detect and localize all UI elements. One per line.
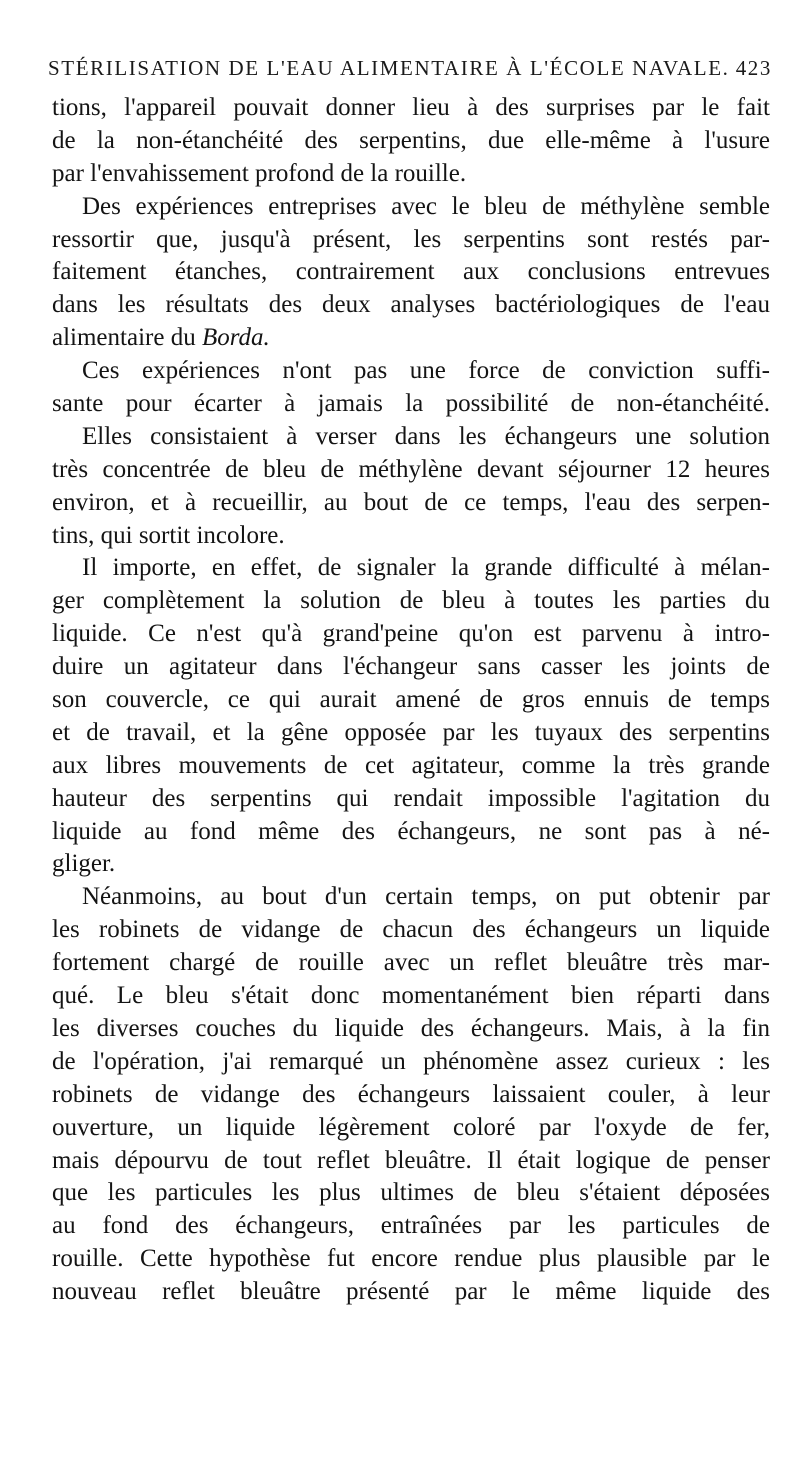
text-line: duire un agitateur dans l'échangeur sans casser les joints de — [52, 653, 770, 681]
text-line: ger complètement la solution de bleu à toutes les parties du — [52, 587, 770, 615]
page-number: 423 — [735, 56, 772, 80]
text-line: les robinets de vidange de chacun des échangeurs un liquide — [52, 916, 770, 944]
text-line: rouille. Cette hypothèse fut encore rendue plus plausible par le — [52, 1245, 770, 1273]
text-line: Néanmoins, au bout d'un certain temps, on put obtenir par — [82, 883, 770, 911]
body-text — [52, 92, 770, 1309]
ship-name: Borda. — [201, 324, 270, 352]
text-line: gliger. — [52, 850, 116, 878]
text-line: Il importe, en effet, de signaler la grande difficulté à mélan- — [82, 554, 770, 582]
text-line: les diverses couches du liquide des échangeurs. Mais, à la fin — [52, 1014, 770, 1042]
text-line: environ, et à recueillir, au bout de ce temps, l'eau des serpen- — [52, 488, 770, 516]
text-line: Elles consistaient à verser dans les échangeurs une solution — [82, 422, 770, 450]
text-line: Des expériences entreprises avec le bleu de méthylène semble — [82, 192, 770, 220]
text-line: très concentrée de bleu de méthylène devant séjourner 12 heures — [52, 455, 770, 483]
text-line: au fond des échangeurs, entraînées par les particules de — [52, 1212, 770, 1240]
text-line: tins, qui sortit incolore. — [52, 521, 285, 549]
text-line: de l'opération, j'ai remarqué un phénomène assez curieux : les — [52, 1047, 770, 1075]
text-line: que les particules les plus ultimes de bleu s'étaient déposées — [52, 1179, 770, 1207]
text-line: robinets de vidange des échangeurs laissaient couler, à leur — [52, 1080, 770, 1108]
running-head — [48, 56, 772, 81]
text-line: ressortir que, jusqu'à présent, les serpentins sont restés par- — [52, 225, 770, 253]
text-line: et de travail, et la gêne opposée par les tuyaux des serpentins — [52, 718, 770, 746]
text-line: Ces expériences n'ont pas une force de conviction suffi- — [82, 357, 770, 385]
text-line: liquide. Ce n'est qu'à grand'peine qu'on est parvenu à intro- — [52, 620, 770, 648]
text-line: de la non-étanchéité des serpentins, due elle-même à l'usure — [52, 126, 770, 154]
text-line: alimentaire du Borda. — [52, 324, 270, 352]
text-line: tions, l'appareil pouvait donner lieu à des surprises par le fait — [52, 94, 770, 121]
text-line: mais dépourvu de tout reflet bleuâtre. Il était logique de penser — [52, 1146, 770, 1174]
running-head-title: STÉRILISATION DE L'EAU ALIMENTAIRE À L'ÉCOLE NAVALE. — [48, 56, 730, 80]
text-line: qué. Le bleu s'était donc momentanément bien réparti dans — [52, 982, 770, 1010]
text-line: nouveau reflet bleuâtre présenté par le même liquide des — [52, 1278, 770, 1306]
text-line: sante pour écarter à jamais la possibilité de non-étanchéité. — [52, 390, 770, 418]
text-line: liquide au fond même des échangeurs, ne sont pas à né- — [52, 817, 770, 845]
text-line: dans les résultats des deux analyses bactériologiques de l'eau — [52, 291, 770, 319]
text-line: son couvercle, ce qui aurait amené de gros ennuis de temps — [52, 686, 770, 714]
text-line: hauteur des serpentins qui rendait impossible l'agitation du — [52, 784, 770, 812]
text-line: faitement étanches, contrairement aux conclusions entrevues — [52, 258, 770, 286]
text-line: par l'envahissement profond de la rouille. — [52, 159, 467, 187]
text-line: ouverture, un liquide légèrement coloré par l'oxyde de fer, — [52, 1113, 770, 1141]
text-line: aux libres mouvements de cet agitateur, comme la très grande — [52, 751, 770, 779]
text-line: fortement chargé de rouille avec un reflet bleuâtre très mar- — [52, 949, 770, 977]
